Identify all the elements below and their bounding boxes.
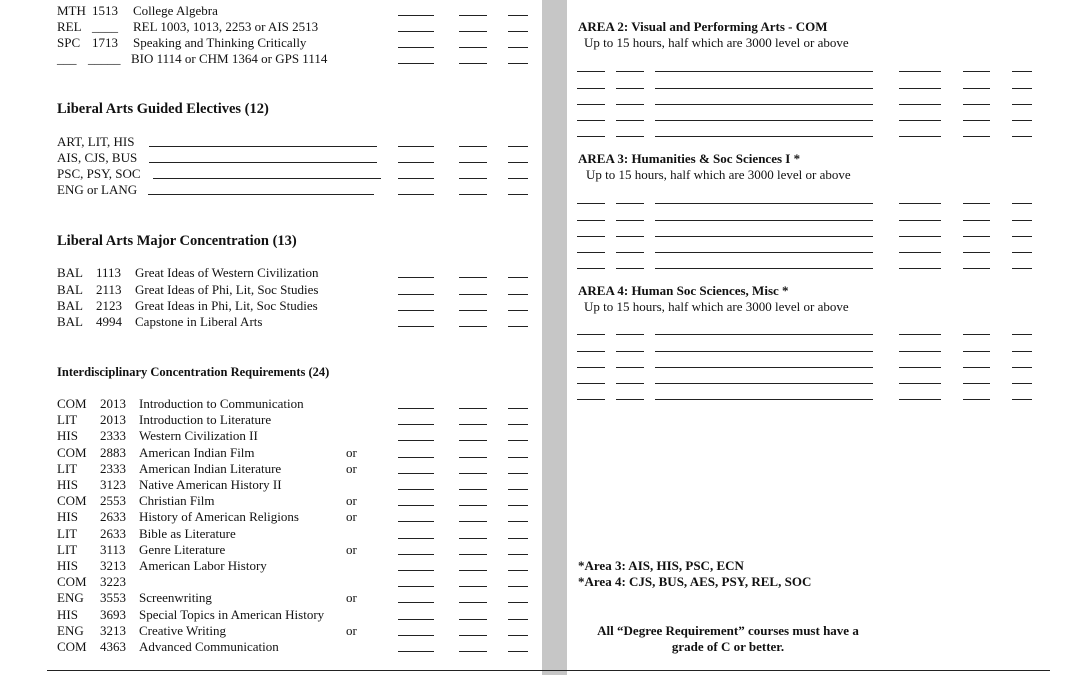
dept-blank[interactable] bbox=[577, 383, 605, 384]
dept-blank[interactable] bbox=[577, 71, 605, 72]
hours-blank[interactable] bbox=[459, 489, 487, 490]
semester-blank[interactable] bbox=[508, 408, 528, 409]
number-blank[interactable] bbox=[616, 220, 644, 221]
course-title: American Indian Literature bbox=[139, 460, 282, 476]
number-blank[interactable] bbox=[616, 334, 644, 335]
hours-blank[interactable] bbox=[459, 408, 487, 409]
course-title: BIO 1114 or CHM 1364 or GPS 1114 bbox=[131, 51, 328, 66]
grade-blank[interactable] bbox=[398, 457, 434, 458]
or-label: or bbox=[346, 622, 357, 638]
course-title: Genre Literature bbox=[139, 541, 226, 557]
hours-blank[interactable] bbox=[963, 367, 990, 368]
course-title: REL 1003, 1013, 2253 or AIS 2513 bbox=[133, 19, 319, 34]
course-number: 2123 bbox=[96, 298, 122, 313]
course-title: Capstone in Liberal Arts bbox=[135, 314, 263, 329]
hours-blank[interactable] bbox=[963, 351, 990, 352]
number-blank[interactable] bbox=[616, 268, 644, 269]
semester-blank[interactable] bbox=[508, 162, 528, 163]
number-blank[interactable] bbox=[616, 383, 644, 384]
semester-blank[interactable] bbox=[508, 63, 528, 64]
dept-blank[interactable] bbox=[577, 220, 605, 221]
course-number: 4994 bbox=[96, 314, 122, 329]
course-title: Great Ideas of Phi, Lit, Soc Studies bbox=[135, 282, 319, 297]
hours-blank[interactable] bbox=[963, 334, 990, 335]
number-blank[interactable] bbox=[616, 136, 644, 137]
course-number: 2013 bbox=[100, 412, 126, 428]
semester-blank[interactable] bbox=[508, 489, 528, 490]
grade-blank[interactable] bbox=[899, 236, 941, 237]
grade-blank[interactable] bbox=[398, 651, 434, 652]
area4-heading: AREA 4: Human Soc Sciences, Misc * bbox=[578, 283, 789, 298]
grade-blank[interactable] bbox=[398, 570, 434, 571]
course-number: _____ bbox=[88, 51, 121, 66]
hours-blank[interactable] bbox=[459, 277, 487, 278]
area3-heading: AREA 3: Humanities & Soc Sciences I * bbox=[578, 151, 801, 166]
course-dept: BAL bbox=[57, 265, 83, 280]
hours-blank[interactable] bbox=[459, 619, 487, 620]
course-dept: BAL bbox=[57, 314, 83, 329]
hours-blank[interactable] bbox=[459, 635, 487, 636]
grade-blank[interactable] bbox=[398, 505, 434, 506]
hours-blank[interactable] bbox=[459, 602, 487, 603]
hours-blank[interactable] bbox=[459, 586, 487, 587]
course-title-blank[interactable] bbox=[655, 120, 873, 121]
semester-blank[interactable] bbox=[508, 15, 528, 16]
elective-area-label: ENG or LANG bbox=[57, 182, 138, 197]
course-number: 2113 bbox=[96, 282, 122, 297]
course-title: Introduction to Communication bbox=[139, 396, 304, 411]
course-title-blank[interactable] bbox=[655, 71, 873, 72]
course-title: College Algebra bbox=[133, 3, 218, 18]
grade-blank[interactable] bbox=[398, 489, 434, 490]
number-blank[interactable] bbox=[616, 236, 644, 237]
course-number: 3223 bbox=[100, 574, 126, 590]
dept-blank[interactable] bbox=[577, 334, 605, 335]
course-number: 2013 bbox=[100, 396, 126, 411]
grade-blank[interactable] bbox=[398, 162, 434, 163]
grade-blank[interactable] bbox=[398, 440, 434, 441]
grade-note-line-1: All “Degree Requirement” courses must have a bbox=[597, 623, 859, 638]
area3-subheading: Up to 15 hours, half which are 3000 level or above bbox=[586, 167, 851, 182]
semester-blank[interactable] bbox=[508, 602, 528, 603]
course-title: Creative Writing bbox=[139, 622, 226, 638]
elective-area-label: PSC, PSY, SOC bbox=[57, 166, 141, 181]
dept-blank[interactable] bbox=[577, 399, 605, 400]
course-number: 1113 bbox=[96, 265, 122, 280]
or-label: or bbox=[346, 509, 357, 525]
number-blank[interactable] bbox=[616, 203, 644, 204]
dept-blank[interactable] bbox=[577, 88, 605, 89]
grade-blank[interactable] bbox=[899, 367, 941, 368]
course-title: Native American History II bbox=[139, 477, 282, 492]
course-number: 2633 bbox=[100, 525, 126, 541]
course-dept: COM bbox=[57, 639, 87, 654]
course-dept: REL bbox=[57, 19, 82, 34]
grade-blank[interactable] bbox=[398, 15, 434, 16]
grade-blank[interactable] bbox=[398, 277, 434, 278]
course-number: 3553 bbox=[100, 590, 126, 606]
course-title-blank[interactable] bbox=[655, 383, 873, 384]
hours-blank[interactable] bbox=[459, 538, 487, 539]
semester-blank[interactable] bbox=[508, 146, 528, 147]
number-blank[interactable] bbox=[616, 367, 644, 368]
course-number: 3113 bbox=[100, 541, 126, 557]
grade-blank[interactable] bbox=[398, 424, 434, 425]
course-dept: COM bbox=[57, 493, 87, 509]
course-number: 3213 bbox=[100, 558, 126, 573]
course-dept: LIT bbox=[57, 525, 78, 541]
semester-blank[interactable] bbox=[508, 554, 528, 555]
number-blank[interactable] bbox=[616, 399, 644, 400]
course-dept: COM bbox=[57, 574, 87, 590]
grade-blank[interactable] bbox=[398, 586, 434, 587]
hours-blank[interactable] bbox=[459, 505, 487, 506]
hours-blank[interactable] bbox=[459, 194, 487, 195]
semester-blank[interactable] bbox=[508, 178, 528, 179]
course-title-blank[interactable] bbox=[655, 334, 873, 335]
elective-course-blank[interactable] bbox=[148, 194, 374, 195]
semester-blank[interactable] bbox=[508, 310, 528, 311]
course-dept: BAL bbox=[57, 298, 83, 313]
semester-blank[interactable] bbox=[508, 326, 528, 327]
semester-blank[interactable] bbox=[1012, 399, 1032, 400]
dept-blank[interactable] bbox=[577, 367, 605, 368]
course-number: 2633 bbox=[100, 509, 126, 525]
course-dept: SPC bbox=[57, 35, 81, 50]
course-dept: HIS bbox=[57, 558, 78, 573]
semester-blank[interactable] bbox=[508, 570, 528, 571]
elective-course-blank[interactable] bbox=[149, 162, 377, 163]
grade-blank[interactable] bbox=[899, 220, 941, 221]
semester-blank[interactable] bbox=[508, 457, 528, 458]
grade-blank[interactable] bbox=[899, 71, 941, 72]
major-concentration-heading: Liberal Arts Major Concentration (13) bbox=[57, 233, 297, 249]
or-label: or bbox=[346, 493, 357, 509]
course-title-blank[interactable] bbox=[655, 136, 873, 137]
semester-blank[interactable] bbox=[1012, 367, 1032, 368]
grade-blank[interactable] bbox=[398, 538, 434, 539]
number-blank[interactable] bbox=[616, 88, 644, 89]
course-title: History of American Religions bbox=[139, 509, 299, 525]
grade-blank[interactable] bbox=[899, 268, 941, 269]
grade-blank[interactable] bbox=[398, 602, 434, 603]
course-number: 2333 bbox=[100, 428, 126, 444]
number-blank[interactable] bbox=[616, 104, 644, 105]
hours-blank[interactable] bbox=[459, 521, 487, 522]
hours-blank[interactable] bbox=[963, 383, 990, 384]
course-title-blank[interactable] bbox=[655, 351, 873, 352]
course-dept: HIS bbox=[57, 606, 78, 622]
semester-blank[interactable] bbox=[508, 505, 528, 506]
semester-blank[interactable] bbox=[508, 651, 528, 652]
course-title-blank[interactable] bbox=[655, 88, 873, 89]
elective-area-label: ART, LIT, HIS bbox=[57, 134, 135, 149]
area4-subheading: Up to 15 hours, half which are 3000 level or above bbox=[584, 299, 849, 314]
course-title-blank[interactable] bbox=[655, 252, 873, 253]
semester-blank[interactable] bbox=[508, 619, 528, 620]
course-dept: ___ bbox=[57, 51, 77, 66]
area4-note: *Area 4: CJS, BUS, AES, PSY, REL, SOC bbox=[578, 574, 812, 589]
course-title: American Labor History bbox=[139, 558, 267, 573]
semester-blank[interactable] bbox=[508, 277, 528, 278]
grade-blank[interactable] bbox=[398, 63, 434, 64]
column-divider bbox=[542, 0, 567, 675]
hours-blank[interactable] bbox=[963, 136, 990, 137]
semester-blank[interactable] bbox=[1012, 236, 1032, 237]
course-dept: ENG bbox=[57, 622, 84, 638]
course-number: 4363 bbox=[100, 639, 126, 654]
grade-blank[interactable] bbox=[398, 473, 434, 474]
grade-blank[interactable] bbox=[398, 294, 434, 295]
hours-blank[interactable] bbox=[459, 31, 487, 32]
grade-blank[interactable] bbox=[899, 351, 941, 352]
semester-blank[interactable] bbox=[508, 473, 528, 474]
grade-blank[interactable] bbox=[398, 619, 434, 620]
hours-blank[interactable] bbox=[963, 120, 990, 121]
semester-blank[interactable] bbox=[1012, 268, 1032, 269]
course-title-blank[interactable] bbox=[655, 399, 873, 400]
hours-blank[interactable] bbox=[459, 47, 487, 48]
guided-electives-heading: Liberal Arts Guided Electives (12) bbox=[57, 101, 269, 117]
semester-blank[interactable] bbox=[508, 538, 528, 539]
course-number: 1713 bbox=[92, 35, 118, 50]
course-title-blank[interactable] bbox=[655, 236, 873, 237]
elective-course-blank[interactable] bbox=[149, 146, 377, 147]
hours-blank[interactable] bbox=[459, 440, 487, 441]
area2-subheading: Up to 15 hours, half which are 3000 level or above bbox=[584, 35, 849, 50]
course-number: 3123 bbox=[100, 477, 126, 492]
bottom-rule bbox=[47, 670, 1050, 671]
grade-blank[interactable] bbox=[398, 146, 434, 147]
course-title: Advanced Communication bbox=[139, 639, 279, 654]
grade-blank[interactable] bbox=[398, 521, 434, 522]
dept-blank[interactable] bbox=[577, 252, 605, 253]
semester-blank[interactable] bbox=[1012, 334, 1032, 335]
area3-note: *Area 3: AIS, HIS, PSC, ECN bbox=[578, 558, 744, 573]
hours-blank[interactable] bbox=[963, 268, 990, 269]
semester-blank[interactable] bbox=[508, 31, 528, 32]
or-label: or bbox=[346, 541, 357, 557]
course-number: 3213 bbox=[100, 622, 126, 638]
number-blank[interactable] bbox=[616, 120, 644, 121]
grade-blank[interactable] bbox=[398, 554, 434, 555]
hours-blank[interactable] bbox=[459, 651, 487, 652]
course-title-blank[interactable] bbox=[655, 220, 873, 221]
hours-blank[interactable] bbox=[459, 63, 487, 64]
or-label: or bbox=[346, 460, 357, 476]
grade-blank[interactable] bbox=[899, 203, 941, 204]
grade-blank[interactable] bbox=[899, 399, 941, 400]
hours-blank[interactable] bbox=[459, 326, 487, 327]
area2-heading: AREA 2: Visual and Performing Arts - COM bbox=[578, 19, 828, 34]
grade-blank[interactable] bbox=[899, 136, 941, 137]
grade-blank[interactable] bbox=[899, 334, 941, 335]
course-number: 2883 bbox=[100, 444, 126, 460]
course-number: 3693 bbox=[100, 606, 126, 622]
course-number: 2553 bbox=[100, 493, 126, 509]
semester-blank[interactable] bbox=[508, 521, 528, 522]
course-dept: HIS bbox=[57, 477, 78, 492]
course-title: Christian Film bbox=[139, 493, 215, 509]
dept-blank[interactable] bbox=[577, 351, 605, 352]
course-title: Special Topics in American History bbox=[139, 606, 325, 622]
elective-course-blank[interactable] bbox=[153, 178, 381, 179]
hours-blank[interactable] bbox=[963, 220, 990, 221]
hours-blank[interactable] bbox=[963, 104, 990, 105]
semester-blank[interactable] bbox=[1012, 104, 1032, 105]
hours-blank[interactable] bbox=[459, 162, 487, 163]
hours-blank[interactable] bbox=[459, 424, 487, 425]
semester-blank[interactable] bbox=[1012, 71, 1032, 72]
hours-blank[interactable] bbox=[459, 457, 487, 458]
course-title: Screenwriting bbox=[139, 590, 212, 606]
grade-blank[interactable] bbox=[899, 104, 941, 105]
semester-blank[interactable] bbox=[1012, 88, 1032, 89]
course-dept: LIT bbox=[57, 412, 78, 428]
grade-note-line-2: grade of C or better. bbox=[671, 639, 785, 654]
grade-blank[interactable] bbox=[398, 47, 434, 48]
semester-blank[interactable] bbox=[508, 294, 528, 295]
hours-blank[interactable] bbox=[963, 399, 990, 400]
hours-blank[interactable] bbox=[963, 252, 990, 253]
hours-blank[interactable] bbox=[459, 294, 487, 295]
semester-blank[interactable] bbox=[508, 586, 528, 587]
grade-blank[interactable] bbox=[398, 31, 434, 32]
course-title-blank[interactable] bbox=[655, 203, 873, 204]
semester-blank[interactable] bbox=[1012, 136, 1032, 137]
semester-blank[interactable] bbox=[1012, 120, 1032, 121]
course-title-blank[interactable] bbox=[655, 104, 873, 105]
semester-blank[interactable] bbox=[1012, 203, 1032, 204]
course-title-blank[interactable] bbox=[655, 367, 873, 368]
grade-blank[interactable] bbox=[899, 383, 941, 384]
dept-blank[interactable] bbox=[577, 120, 605, 121]
semester-blank[interactable] bbox=[1012, 220, 1032, 221]
course-dept: MTH bbox=[57, 3, 86, 18]
course-title-blank[interactable] bbox=[655, 268, 873, 269]
interdisciplinary-heading: Interdisciplinary Concentration Requirements (24) bbox=[57, 365, 330, 379]
hours-blank[interactable] bbox=[459, 554, 487, 555]
semester-blank[interactable] bbox=[508, 635, 528, 636]
grade-blank[interactable] bbox=[398, 178, 434, 179]
grade-blank[interactable] bbox=[398, 326, 434, 327]
course-title: Bible as Literature bbox=[139, 525, 236, 541]
grade-blank[interactable] bbox=[398, 310, 434, 311]
number-blank[interactable] bbox=[616, 351, 644, 352]
dept-blank[interactable] bbox=[577, 203, 605, 204]
hours-blank[interactable] bbox=[459, 570, 487, 571]
grade-blank[interactable] bbox=[398, 408, 434, 409]
or-label: or bbox=[346, 590, 357, 606]
semester-blank[interactable] bbox=[1012, 351, 1032, 352]
grade-blank[interactable] bbox=[899, 120, 941, 121]
hours-blank[interactable] bbox=[963, 236, 990, 237]
grade-blank[interactable] bbox=[398, 194, 434, 195]
dept-blank[interactable] bbox=[577, 136, 605, 137]
hours-blank[interactable] bbox=[459, 310, 487, 311]
hours-blank[interactable] bbox=[459, 473, 487, 474]
course-dept: ENG bbox=[57, 590, 84, 606]
hours-blank[interactable] bbox=[459, 15, 487, 16]
hours-blank[interactable] bbox=[459, 146, 487, 147]
semester-blank[interactable] bbox=[1012, 383, 1032, 384]
course-dept: HIS bbox=[57, 428, 78, 444]
course-dept: COM bbox=[57, 396, 87, 411]
course-title: Western Civilization II bbox=[139, 428, 258, 444]
course-title: Great Ideas in Phi, Lit, Soc Studies bbox=[135, 298, 318, 313]
course-number: 1513 bbox=[92, 3, 118, 18]
number-blank[interactable] bbox=[616, 252, 644, 253]
semester-blank[interactable] bbox=[508, 47, 528, 48]
grade-blank[interactable] bbox=[899, 88, 941, 89]
hours-blank[interactable] bbox=[963, 71, 990, 72]
grade-blank[interactable] bbox=[899, 252, 941, 253]
semester-blank[interactable] bbox=[508, 424, 528, 425]
dept-blank[interactable] bbox=[577, 236, 605, 237]
course-title: American Indian Film bbox=[139, 444, 255, 460]
grade-blank[interactable] bbox=[398, 635, 434, 636]
course-number: ____ bbox=[92, 19, 118, 34]
hours-blank[interactable] bbox=[963, 203, 990, 204]
course-title: Speaking and Thinking Critically bbox=[133, 35, 307, 50]
course-dept: BAL bbox=[57, 282, 83, 297]
hours-blank[interactable] bbox=[459, 178, 487, 179]
semester-blank[interactable] bbox=[508, 194, 528, 195]
course-dept: HIS bbox=[57, 509, 78, 525]
course-dept: COM bbox=[57, 444, 87, 460]
course-dept: LIT bbox=[57, 541, 78, 557]
number-blank[interactable] bbox=[616, 71, 644, 72]
course-title: Great Ideas of Western Civilization bbox=[135, 265, 319, 280]
or-label: or bbox=[346, 444, 357, 460]
semester-blank[interactable] bbox=[508, 440, 528, 441]
elective-area-label: AIS, CJS, BUS bbox=[57, 150, 138, 165]
course-dept: LIT bbox=[57, 460, 78, 476]
semester-blank[interactable] bbox=[1012, 252, 1032, 253]
course-number: 2333 bbox=[100, 460, 126, 476]
dept-blank[interactable] bbox=[577, 268, 605, 269]
dept-blank[interactable] bbox=[577, 104, 605, 105]
hours-blank[interactable] bbox=[963, 88, 990, 89]
course-title: Introduction to Literature bbox=[139, 412, 272, 428]
